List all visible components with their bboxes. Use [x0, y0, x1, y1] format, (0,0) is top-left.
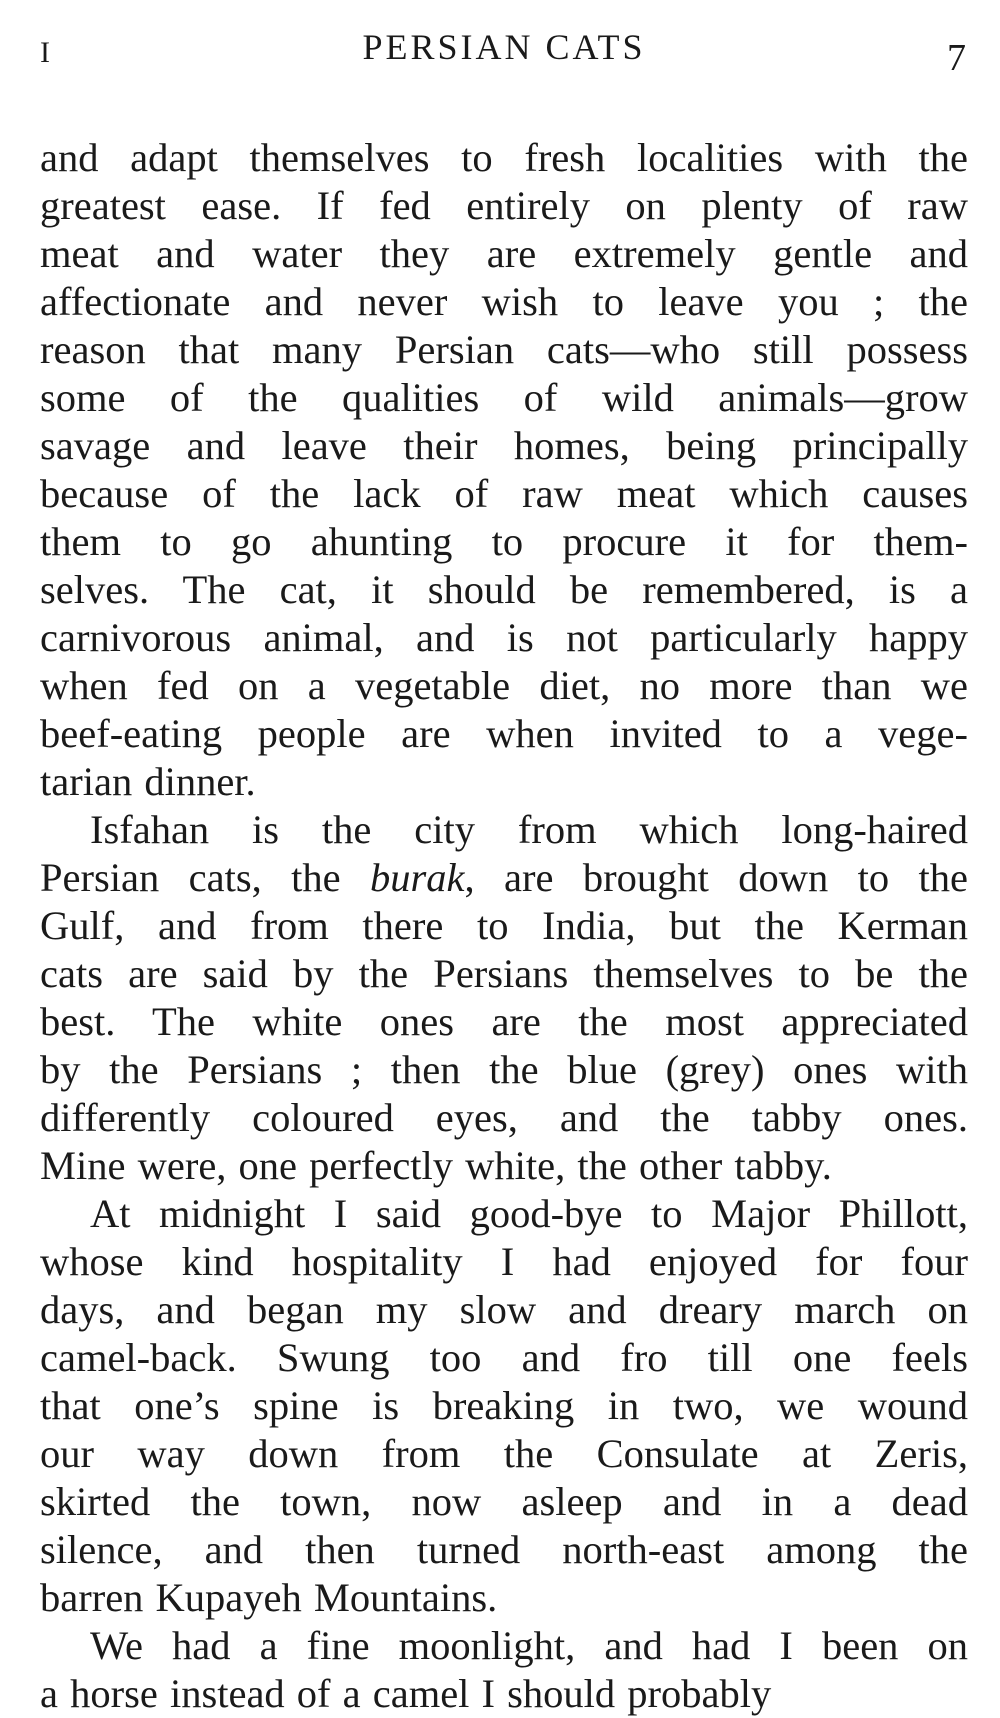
text-line: them to go ahunting to procure it for them-	[40, 519, 968, 564]
text-line: greatest ease. If fed entirely on plenty of raw	[40, 183, 968, 228]
text-line: Mine were, one perfectly white, the other tabby.	[40, 1143, 832, 1188]
text-line: tarian dinner.	[40, 759, 256, 804]
text-line: days, and began my slow and dreary march on	[40, 1287, 968, 1332]
text-line: savage and leave their homes, being principally	[40, 423, 968, 468]
paragraph	[40, 1190, 968, 1622]
page-number: 7	[947, 37, 968, 79]
text-line: because of the lack of raw meat which causes	[40, 471, 968, 516]
text-line: silence, and then turned north-east among the	[40, 1527, 968, 1572]
text-line: our way down from the Consulate at Zeris,	[40, 1431, 968, 1476]
text-line: affectionate and never wish to leave you ; the	[40, 279, 968, 324]
signature-mark: I	[40, 36, 52, 69]
text-line: differently coloured eyes, and the tabby ones.	[40, 1095, 968, 1140]
text-line: Persian cats, the burak, are brought down to the	[40, 855, 968, 900]
text-line: a horse instead of a camel I should probably	[40, 1671, 772, 1716]
text-line: some of the qualities of wild animals—grow	[40, 375, 968, 420]
text-line: selves. The cat, it should be remembered, is a	[40, 567, 968, 612]
text-line: whose kind hospitality I had enjoyed for four	[40, 1239, 968, 1284]
text-line: carnivorous animal, and is not particularly happy	[40, 615, 968, 660]
text-line: by the Persians ; then the blue (grey) ones with	[40, 1047, 968, 1092]
text-line: skirted the town, now asleep and in a dead	[40, 1479, 968, 1524]
text-line: that one’s spine is breaking in two, we wound	[40, 1383, 968, 1428]
text-line: Gulf, and from there to India, but the Kerman	[40, 903, 968, 948]
text-line: and adapt themselves to fresh localities with the	[40, 135, 968, 180]
text-line: camel-back. Swung too and fro till one feels	[40, 1335, 968, 1380]
text-line: Isfahan is the city from which long-haired	[90, 807, 968, 852]
paragraph	[40, 1622, 968, 1718]
text-line: meat and water they are extremely gentle and	[40, 231, 968, 276]
text-line: At midnight I said good-bye to Major Phillott,	[90, 1191, 968, 1236]
running-title: PERSIAN CATS	[362, 27, 646, 67]
text-line: when fed on a vegetable diet, no more than we	[40, 663, 968, 708]
text-line: reason that many Persian cats—who still possess	[40, 327, 968, 372]
paragraph	[40, 806, 968, 1190]
text-line: beef-eating people are when invited to a vege-	[40, 711, 968, 756]
text-line: best. The white ones are the most appreciated	[40, 999, 968, 1044]
text-line: cats are said by the Persians themselves to be the	[40, 951, 968, 996]
paragraph	[40, 134, 968, 806]
text-line: barren Kupayeh Mountains.	[40, 1575, 498, 1620]
running-header	[40, 20, 968, 80]
body-text	[40, 134, 968, 1718]
text-line: We had a fine moonlight, and had I been on	[90, 1623, 968, 1668]
book-page	[40, 20, 968, 1718]
